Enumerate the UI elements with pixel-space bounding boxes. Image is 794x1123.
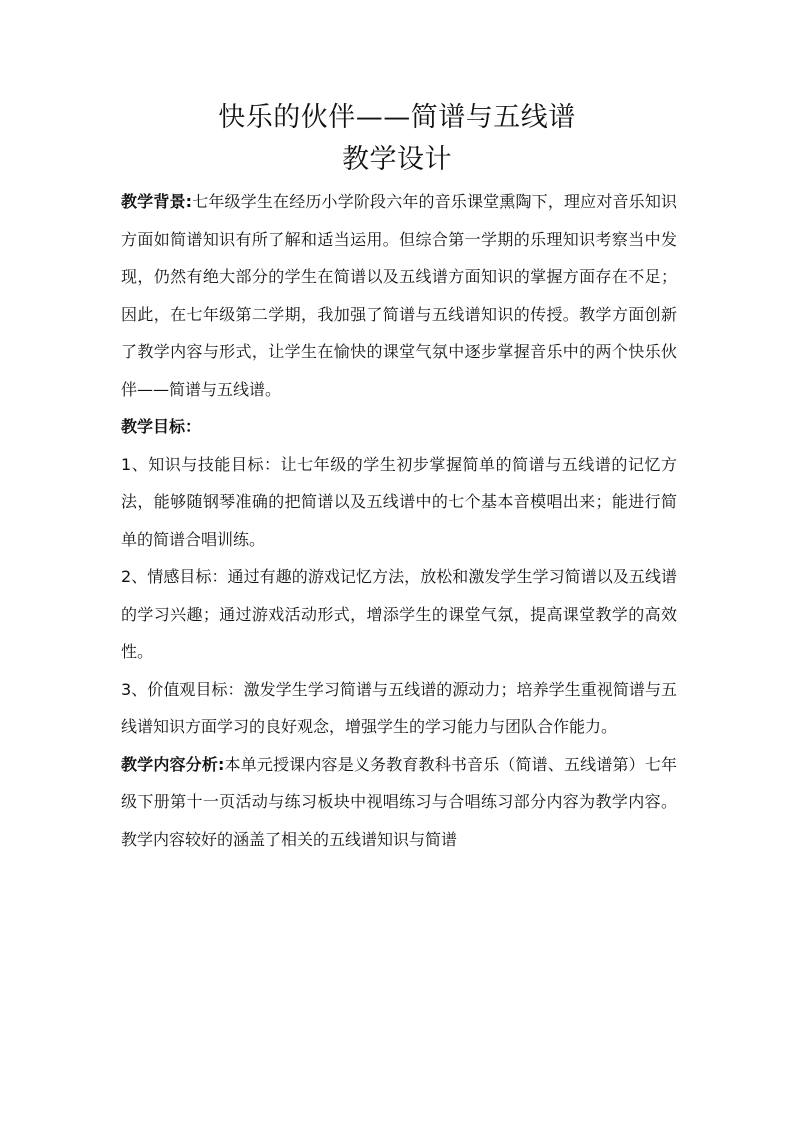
paragraph-label: 教学目标： <box>121 417 202 436</box>
paragraph-goal-emotion <box>121 558 677 671</box>
paragraph-goal-knowledge <box>121 446 677 559</box>
paragraph-goals-heading <box>121 408 677 446</box>
paragraph-text: 本单元授课内容是义务教育教科书音乐（简谱、五线谱第）七年级下册第十一页活动与练习板块中视唱练习与合唱练习部分内容为教学内容。教学内容较好的涵盖了相关的五线谱知识与简谱 <box>121 754 677 849</box>
paragraph-text: 1、知识与技能目标：让七年级的学生初步掌握简单的简谱与五线谱的记忆方法，能够随钢琴准确的把简谱以及五线谱中的七个基本音模唱出来；能进行简单的简谱合唱训练。 <box>121 454 677 549</box>
paragraph-label: 教学内容分析: <box>121 754 225 774</box>
paragraph-background <box>121 183 677 408</box>
paragraph-text: 3、价值观目标：激发学生学习简谱与五线谱的源动力；培养学生重视简谱与五线谱知识方面学习的良好观念，增强学生的学习能力与团队合作能力。 <box>121 679 677 736</box>
paragraph-text: 七年级学生在经历小学阶段六年的音乐课堂熏陶下，理应对音乐知识方面如简谱知识有所了解和适当运用。但综合第一学期的乐理知识考察当中发现，仍然有绝大部分的学生在简谱以及五线谱方面知识的掌握方面存在不足；因此，在七年级第二学期，我加强了简谱与五线谱知识的传授。教学方面创新了教学内容与形式，让学生在愉快的课堂气氛中逐步掌握音乐中的两个快乐伙伴——简谱与五线谱。 <box>121 192 677 399</box>
paragraph-content-analysis <box>121 746 677 859</box>
paragraph-label: 教学背景: <box>121 192 193 211</box>
paragraph-goal-values <box>121 671 677 746</box>
paragraph-text: 2、情感目标：通过有趣的游戏记忆方法，放松和激发学生学习简谱以及五线谱的学习兴趣；通过游戏活动形式，增添学生的课堂气氛，提高课堂教学的高效性。 <box>121 567 677 661</box>
document-body <box>121 183 677 858</box>
document-subtitle: 教学设计 <box>342 144 452 175</box>
document-title: 快乐的伙伴——简谱与五线谱 <box>218 102 576 133</box>
